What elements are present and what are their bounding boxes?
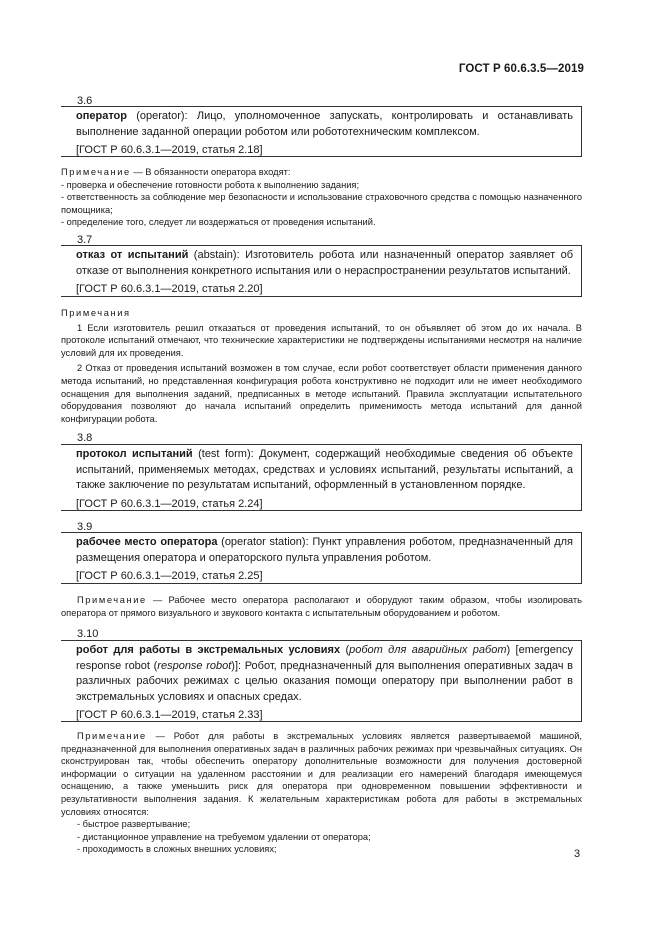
note-item: - ответственность за соблюдение мер безопасности и использование страховочного средства с помощью назначенного помощника;	[61, 192, 582, 215]
term-source: [ГОСТ Р 60.6.3.1—2019, статья 2.33]	[76, 709, 263, 721]
entry-number: 3.10	[77, 628, 99, 640]
term-text: (operator station): Пункт управления роботом, предназначенный для размещения оператора и операторского пульта управления роботом.	[76, 536, 573, 564]
term-box	[61, 532, 582, 584]
term-text: (test form): Документ, содержащий необходимые сведения об объекте испытаний, применяемых методах, средствах и условиях испытаний, результаты испытаний, а также заключение по результатам испытаний, оформленный в установленном порядке.	[76, 448, 573, 491]
term-definition	[76, 444, 573, 494]
note-item: - проходимость в сложных внешних условиях;	[77, 844, 277, 855]
note-item: - проверка и обеспечение готовности робота к выполнению задания;	[61, 179, 360, 190]
notes-block	[61, 307, 582, 425]
note-item: - дистанционное управление на требуемом удалении от оператора;	[77, 831, 371, 842]
note-text: — Робот для работы в экстремальных условиях является развертываемой машиной, предназначенной для выполнения оперативных задач в различных рабочих режимах при чрезвычайных ситуациях. Он сконструирован так, чтобы обеспечить оператору дополнительные возможности для получения достоверной информации о ситуации на удаленном расстоянии и для реализации его намерений благодаря имеющемуся оснащению, а также уменьшить риск для оператора при одновременном повышении эффективности и результативности выполнения задания. К желательным характеристикам робота для работы в экстремальных условиях относятся:	[61, 731, 582, 817]
term-english-synonym: response robot	[157, 659, 232, 672]
term-box	[61, 245, 582, 297]
note-block	[61, 166, 582, 229]
term-source: [ГОСТ Р 60.6.3.1—2019, статья 2.24]	[76, 497, 263, 510]
note-label: Примечание	[77, 595, 147, 605]
term-box	[61, 640, 582, 722]
note-paragraph: 1 Если изготовитель решил отказаться от проведения испытаний, то он объявляет об этом до их начала. В протоколе испытаний отмечают, что технические характеристики не подтверждены испытаниями несмотря на наличие условий для их проведения.	[61, 322, 582, 358]
note-label: Примечание	[77, 731, 147, 741]
note-label: Примечание	[61, 167, 131, 177]
term-source: [ГОСТ Р 60.6.3.1—2019, статья 2.25]	[76, 570, 263, 582]
term-definition	[76, 106, 573, 140]
term-text: (abstain): Изготовитель робота или назначенный оператор заявляет об отказе от выполнения конкретного испытания или о нераспространении результатов испытаний.	[76, 249, 573, 277]
term-source: [ГОСТ Р 60.6.3.1—2019, статья 2.20]	[76, 283, 263, 295]
term-name: оператор	[76, 110, 127, 122]
note-text: — Рабочее место оператора располагают и оборудуют таким образом, чтобы изолировать оператора от прямого визуального и звукового контакта с испытательным оборудованием и роботом.	[61, 595, 582, 618]
term-name: робот для работы в экстремальных условиях	[76, 644, 341, 656]
term-box	[61, 106, 582, 157]
term-text: )]: Робот, предназначенный для выполнения оперативных задач в различных рабочих режимах с целью оказания помощи оператору при выполнении работ в экстремальных условиях и опасных средах.	[76, 659, 573, 703]
entry-number: 3.7	[77, 234, 93, 246]
note-block	[61, 594, 582, 619]
entry-number: 3.6	[77, 95, 93, 107]
term-box	[61, 444, 582, 511]
term-name: протокол испытаний	[76, 448, 193, 460]
entry-number: 3.9	[77, 521, 93, 533]
term-definition	[76, 532, 573, 566]
term-synonym: робот для аварийных работ	[349, 644, 507, 656]
note-paragraph: 2 Отказ от проведения испытаний возможен в том случае, если робот соответствует области применения данного метода испытаний, но представленная конфигурация робота конструктивно не подходит или не имеет необходимого оснащения для выполнения заданий, предписанных в методе испытаний. Правила эксплуатации испытательного оборудования позволяют до начала испытаний определить применимость метода испытаний для данной конфигурации робота.	[61, 363, 582, 424]
page-number: 3	[574, 848, 581, 860]
term-text: (operator): Лицо, уполномоченное запускать, контролировать и останавливать выполнение заданной операции роботом или робототехническим комплексом.	[76, 110, 573, 138]
notes-label: Примечания	[61, 308, 131, 318]
entry-number: 3.8	[77, 432, 93, 444]
term-name: отказ от испытаний	[76, 249, 189, 261]
note-item: - быстрое развертывание;	[77, 819, 191, 830]
term-definition	[76, 245, 573, 279]
document-code: ГОСТ Р 60.6.3.5—2019	[458, 63, 584, 75]
term-name: рабочее место оператора	[76, 536, 218, 548]
term-definition: робот для работы в экстремальных условиях (робот для аварийных работ) [emergency response robot (response robot)]: Робот, предназначенный для выполнения оперативных задач в различных рабочих режимах с целью оказания помощи оператору при выполнении работ в экстремальных условиях и опасных средах.	[76, 644, 573, 703]
note-text: — В обязанности оператора входят:	[130, 167, 291, 177]
note-item: - определение того, следует ли воздержаться от проведения испытаний.	[61, 217, 376, 228]
term-source: [ГОСТ Р 60.6.3.1—2019, статья 2.18]	[76, 144, 263, 156]
note-block	[61, 730, 582, 856]
